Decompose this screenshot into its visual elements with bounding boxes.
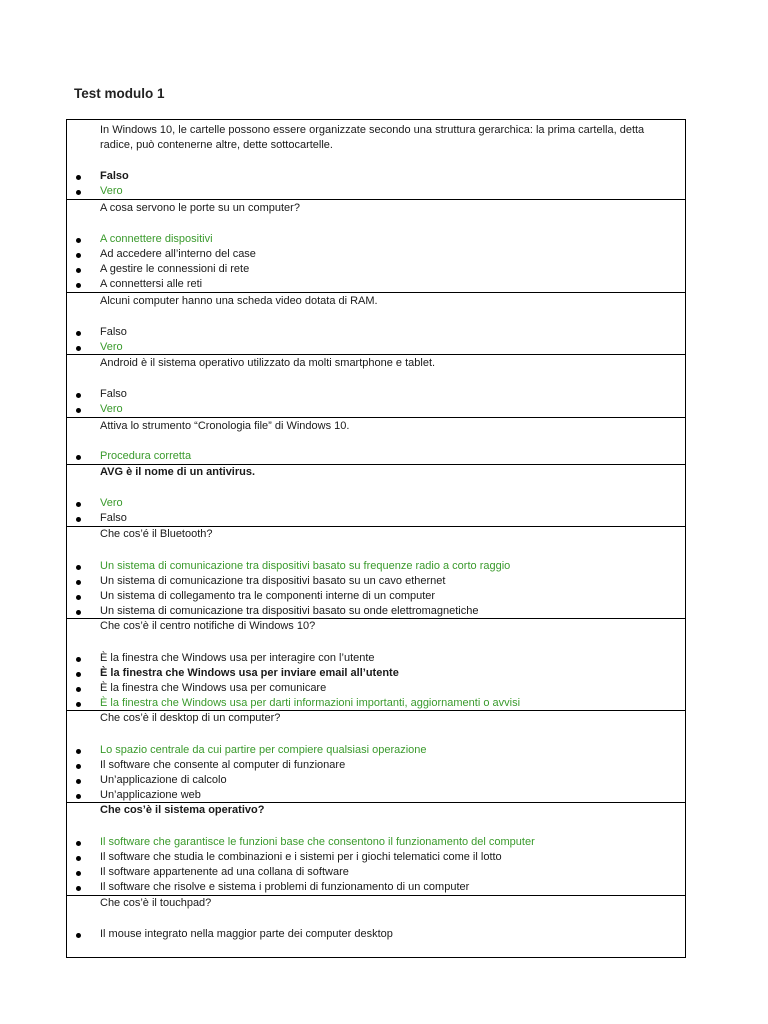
bullet-icon bbox=[76, 190, 81, 195]
question-row bbox=[67, 120, 685, 200]
question-text: AVG è il nome di un antivirus. bbox=[100, 466, 256, 478]
bullet-icon bbox=[76, 749, 81, 754]
bullet-icon bbox=[76, 856, 81, 861]
bullet-icon bbox=[76, 565, 81, 570]
answer-option: Un’applicazione di calcolo bbox=[100, 774, 227, 786]
answer-option: Falso bbox=[100, 326, 127, 338]
question-text: Che cos’é il Bluetooth? bbox=[100, 528, 213, 540]
bullet-icon bbox=[76, 779, 81, 784]
question-text: In Windows 10, le cartelle possono essere organizzate secondo una struttura gerarchica: la prima cartella, detta radice, può contenerne altre, dette sottocartelle. bbox=[100, 124, 645, 151]
answer-option-correct: È la finestra che Windows usa per darti informazioni importanti, aggiornamenti o avvisi bbox=[100, 697, 521, 709]
question-text: A cosa servono le porte su un computer? bbox=[100, 202, 300, 214]
answer-option-correct: Procedura corretta bbox=[100, 450, 192, 462]
answer-option: Un sistema di comunicazione tra dispositivi basato su un cavo ethernet bbox=[100, 575, 446, 587]
question-row bbox=[67, 896, 685, 957]
bullet-icon bbox=[76, 841, 81, 846]
bullet-icon bbox=[76, 408, 81, 413]
question-text: Che cos’è il desktop di un computer? bbox=[100, 712, 281, 724]
bullet-icon bbox=[76, 331, 81, 336]
answer-option: È la finestra che Windows usa per inviare email all’utente bbox=[100, 667, 399, 679]
answer-option: Il software che studia le combinazioni e i sistemi per i giochi telematici come il lotto bbox=[100, 851, 502, 863]
bullet-icon bbox=[76, 580, 81, 585]
question-text: Alcuni computer hanno una scheda video dotata di RAM. bbox=[100, 295, 378, 307]
bullet-icon bbox=[76, 517, 81, 522]
bullet-icon bbox=[76, 393, 81, 398]
bullet-icon bbox=[76, 794, 81, 799]
answer-option: Falso bbox=[100, 170, 129, 182]
bullet-icon bbox=[76, 687, 81, 692]
answer-option: Falso bbox=[100, 512, 127, 524]
question-row bbox=[67, 293, 685, 355]
bullet-icon bbox=[76, 283, 81, 288]
question-row bbox=[67, 355, 685, 418]
question-row bbox=[67, 465, 685, 527]
answer-option-correct: Un sistema di comunicazione tra dispositivi basato su frequenze radio a corto raggio bbox=[100, 560, 511, 572]
answer-option: Un’applicazione web bbox=[100, 789, 201, 801]
answer-option: Il mouse integrato nella maggior parte dei computer desktop bbox=[100, 928, 393, 940]
question-text: Che cos’è il centro notifiche di Windows 10? bbox=[100, 620, 316, 632]
question-text: Che cos’è il touchpad? bbox=[100, 897, 212, 909]
answer-option: È la finestra che Windows usa per comunicare bbox=[100, 682, 327, 694]
bullet-icon bbox=[76, 886, 81, 891]
answer-option: Un sistema di collegamento tra le componenti interne di un computer bbox=[100, 590, 436, 602]
answer-option: Un sistema di comunicazione tra dispositivi basato su onde elettromagnetiche bbox=[100, 605, 479, 617]
bullet-icon bbox=[76, 933, 81, 938]
question-row bbox=[67, 418, 685, 465]
page-title: Test modulo 1 bbox=[74, 86, 165, 101]
answer-option: È la finestra che Windows usa per interagire con l’utente bbox=[100, 652, 375, 664]
bullet-icon bbox=[76, 672, 81, 677]
bullet-icon bbox=[76, 346, 81, 351]
question-text: Attiva lo strumento “Cronologia file” di Windows 10. bbox=[100, 420, 350, 432]
bullet-icon bbox=[76, 253, 81, 258]
answer-option: A connettersi alle reti bbox=[100, 278, 203, 290]
answer-option: Falso bbox=[100, 388, 127, 400]
bullet-icon bbox=[76, 175, 81, 180]
answer-option-correct: Vero bbox=[100, 341, 123, 353]
bullet-icon bbox=[76, 871, 81, 876]
bullet-icon bbox=[76, 502, 81, 507]
question-row bbox=[67, 803, 685, 896]
answer-option-correct: Vero bbox=[100, 185, 123, 197]
bullet-icon bbox=[76, 595, 81, 600]
question-row bbox=[67, 711, 685, 803]
answer-option-correct: Vero bbox=[100, 403, 123, 415]
answer-option: Ad accedere all’interno del case bbox=[100, 248, 256, 260]
question-row bbox=[67, 200, 685, 293]
bullet-icon bbox=[76, 702, 81, 707]
answer-option-correct: Vero bbox=[100, 497, 123, 509]
answer-option: A gestire le connessioni di rete bbox=[100, 263, 250, 275]
bullet-icon bbox=[76, 764, 81, 769]
answer-option-correct: A connettere dispositivi bbox=[100, 233, 213, 245]
question-row bbox=[67, 527, 685, 619]
bullet-icon bbox=[76, 610, 81, 615]
answer-option-correct: Lo spazio centrale da cui partire per compiere qualsiasi operazione bbox=[100, 744, 427, 756]
question-text: Che cos’è il sistema operativo? bbox=[100, 804, 265, 816]
bullet-icon bbox=[76, 657, 81, 662]
bullet-icon bbox=[76, 238, 81, 243]
bullet-icon bbox=[76, 455, 81, 460]
answer-option: Il software che risolve e sistema i problemi di funzionamento di un computer bbox=[100, 881, 470, 893]
question-row bbox=[67, 619, 685, 711]
answer-option-correct: Il software che garantisce le funzioni base che consentono il funzionamento del computer bbox=[100, 836, 535, 848]
answer-option: Il software che consente al computer di funzionare bbox=[100, 759, 346, 771]
question-table bbox=[66, 119, 686, 958]
question-text: Android è il sistema operativo utilizzato da molti smartphone e tablet. bbox=[100, 357, 436, 369]
bullet-icon bbox=[76, 268, 81, 273]
answer-option: Il software appartenente ad una collana di software bbox=[100, 866, 349, 878]
